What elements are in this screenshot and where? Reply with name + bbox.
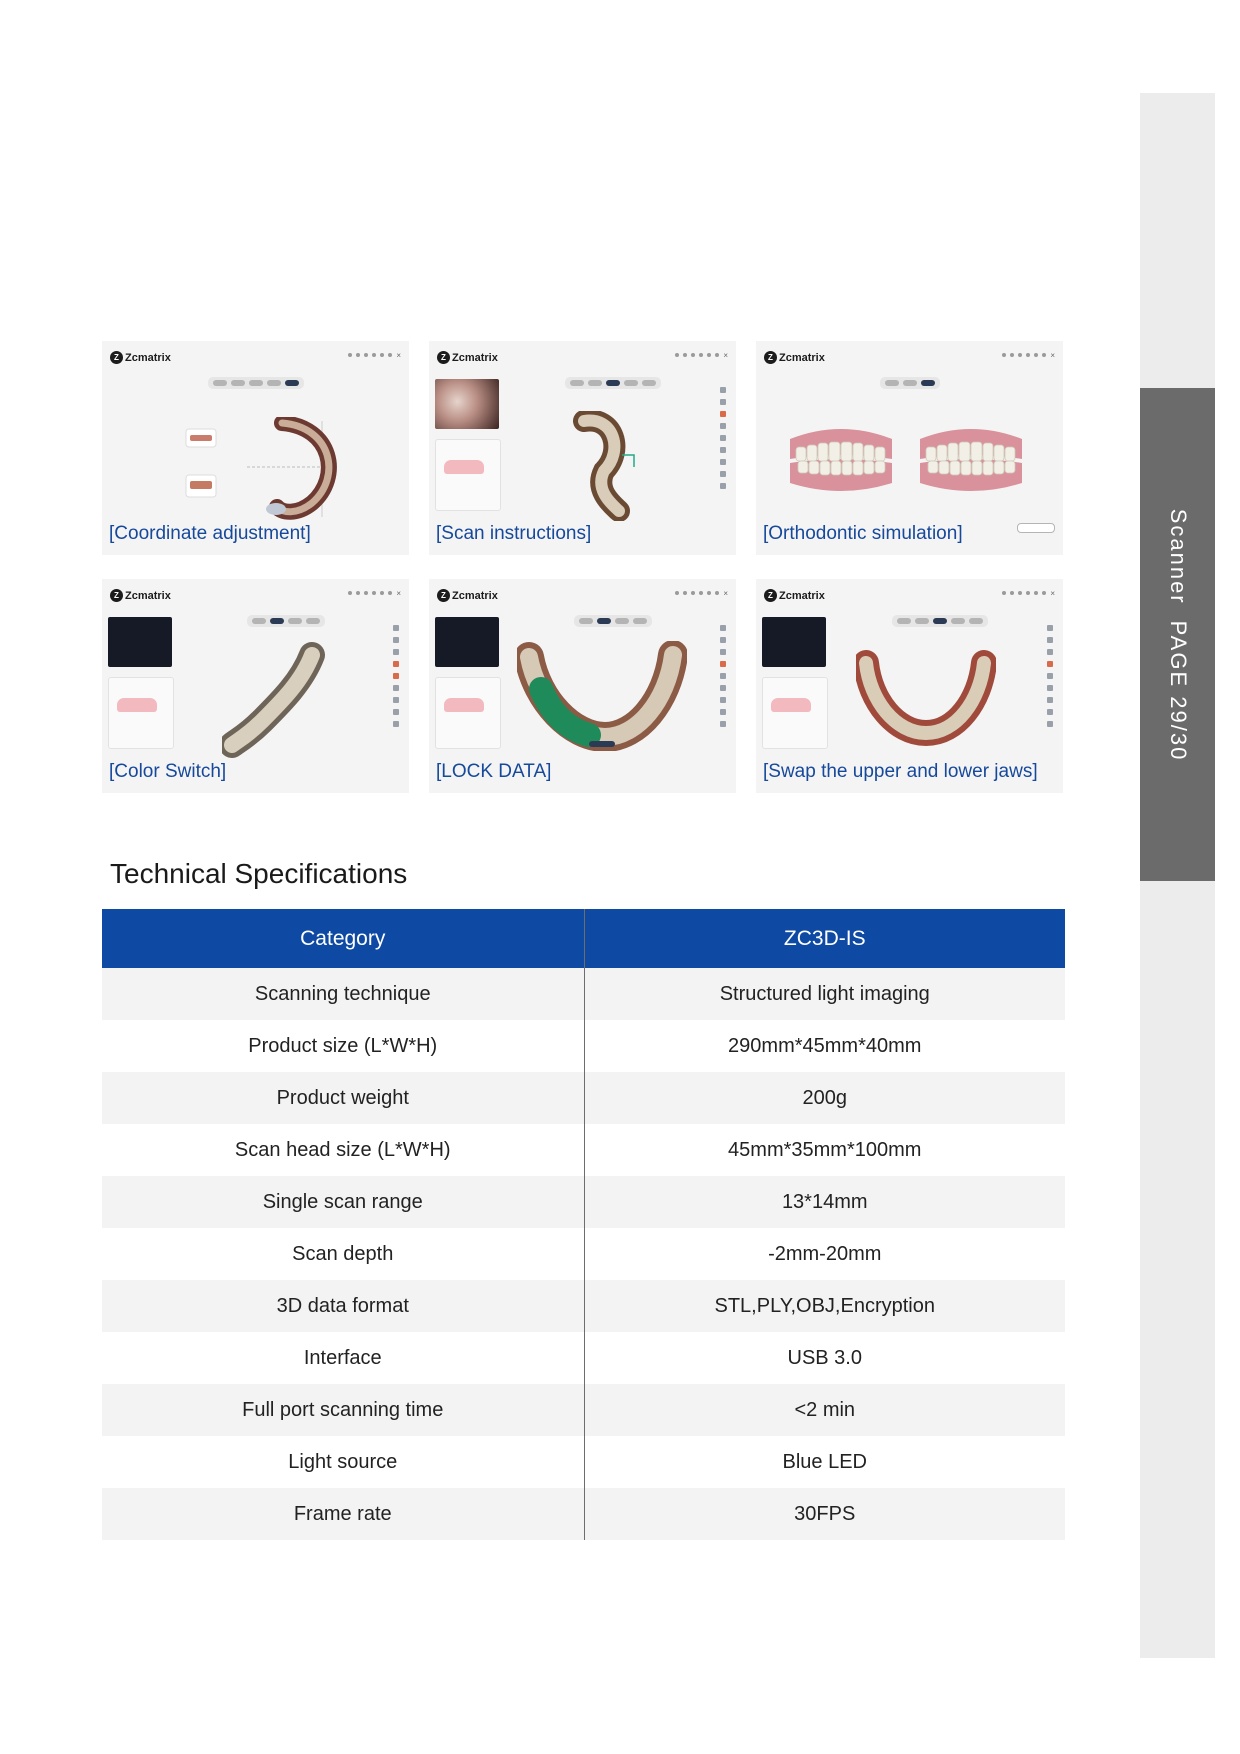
window-controls-icon: × (675, 591, 728, 597)
side-tools-icon (393, 625, 399, 727)
view-toolbar (880, 377, 940, 389)
zcmatrix-logo: Z Zcmatrix (437, 589, 498, 602)
header-category: Category (102, 909, 584, 968)
model-thumbnails-icon (182, 427, 222, 507)
table-row (102, 1176, 1065, 1228)
spec-label: Scan head size (L*W*H) (102, 1124, 584, 1176)
spec-label: Single scan range (102, 1176, 584, 1228)
tooth-scan-icon (564, 411, 644, 521)
mini-control-icon (1017, 523, 1055, 533)
spec-label: Light source (102, 1436, 584, 1488)
zcmatrix-logo: Z Zcmatrix (764, 351, 825, 364)
table-row (102, 1228, 1065, 1280)
caption-scan-instructions: [Scan instructions] (436, 523, 592, 544)
spec-value: Structured light imaging (584, 968, 1065, 1020)
instruction-panel (435, 677, 501, 749)
table-row (102, 1020, 1065, 1072)
screenshot-lock-data (429, 579, 736, 793)
screenshot-coordinate-adjustment (102, 341, 409, 555)
spec-label: Interface (102, 1332, 584, 1384)
view-toolbar (247, 615, 325, 627)
spec-value: -2mm-20mm (584, 1228, 1065, 1280)
screenshot-scan-instructions (429, 341, 736, 555)
lower-arch-icon (856, 649, 996, 749)
zcmatrix-logo: Z Zcmatrix (110, 351, 171, 364)
caption-lock-data: [LOCK DATA] (436, 761, 552, 782)
header-model: ZC3D-IS (584, 909, 1065, 968)
table-row (102, 1280, 1065, 1332)
window-controls-icon: × (348, 591, 401, 597)
window-controls-icon: × (1002, 353, 1055, 359)
side-tools-icon (1047, 625, 1053, 727)
window-controls-icon: × (348, 353, 401, 359)
spec-label: Scanning technique (102, 968, 584, 1020)
teeth-after-icon (916, 425, 1026, 495)
logo-mark-icon: Z (437, 589, 450, 602)
logo-mark-icon: Z (764, 351, 777, 364)
view-toolbar (574, 615, 652, 627)
spec-label: Frame rate (102, 1488, 584, 1540)
table-row (102, 968, 1065, 1020)
table-row (102, 1488, 1065, 1540)
spec-value: <2 min (584, 1384, 1065, 1436)
spec-label: Scan depth (102, 1228, 584, 1280)
teeth-before-icon (786, 425, 896, 495)
scan-preview (762, 617, 826, 667)
spec-value: STL,PLY,OBJ,Encryption (584, 1280, 1065, 1332)
spec-value: 200g (584, 1072, 1065, 1124)
view-toolbar (208, 377, 304, 389)
screenshot-swap-jaws (756, 579, 1063, 793)
instruction-panel (435, 439, 501, 511)
spec-value: Blue LED (584, 1436, 1065, 1488)
table-header-row (102, 909, 1065, 968)
table-row (102, 1332, 1065, 1384)
table-row (102, 1072, 1065, 1124)
spec-label: Product size (L*W*H) (102, 1020, 584, 1072)
spec-value: 30FPS (584, 1488, 1065, 1540)
table-row (102, 1436, 1065, 1488)
section-title: Technical Specifications (110, 858, 408, 889)
window-controls-icon: × (675, 353, 728, 359)
screenshot-orthodontic-simulation (756, 341, 1063, 555)
page-tab (1140, 388, 1215, 881)
table-row (102, 1384, 1065, 1436)
side-tools-icon (720, 387, 726, 489)
spec-value: USB 3.0 (584, 1332, 1065, 1384)
spec-label: 3D data format (102, 1280, 584, 1332)
logo-mark-icon: Z (437, 351, 450, 364)
view-toolbar (565, 377, 661, 389)
spec-value: 45mm*35mm*100mm (584, 1124, 1065, 1176)
spec-table (102, 909, 1065, 1540)
scan-preview (435, 617, 499, 667)
spec-label: Full port scanning time (102, 1384, 584, 1436)
logo-mark-icon: Z (764, 589, 777, 602)
jaw-model-icon (242, 417, 362, 527)
instruction-panel (762, 677, 828, 749)
caption-coordinate-adjustment: [Coordinate adjustment] (109, 523, 311, 544)
intraoral-photo (435, 379, 499, 429)
jaw-model-icon (222, 641, 332, 761)
caption-swap-jaws: [Swap the upper and lower jaws] (763, 761, 1038, 782)
screenshot-color-switch (102, 579, 409, 793)
logo-mark-icon: Z (110, 351, 123, 364)
spec-label: Product weight (102, 1072, 584, 1124)
spec-value: 290mm*45mm*40mm (584, 1020, 1065, 1072)
view-toolbar (892, 615, 988, 627)
locked-arch-icon (517, 641, 687, 751)
scan-preview (108, 617, 172, 667)
logo-mark-icon: Z (110, 589, 123, 602)
table-row (102, 1124, 1065, 1176)
caption-orthodontic-simulation: [Orthodontic simulation] (763, 523, 963, 544)
zcmatrix-logo: Z Zcmatrix (437, 351, 498, 364)
window-controls-icon: × (1002, 591, 1055, 597)
section-label: Scanner (1165, 508, 1191, 605)
spec-value: 13*14mm (584, 1176, 1065, 1228)
zcmatrix-logo: Z Zcmatrix (764, 589, 825, 602)
zcmatrix-logo: Z Zcmatrix (110, 589, 171, 602)
page-number: PAGE 29/30 (1165, 620, 1191, 761)
instruction-panel (108, 677, 174, 749)
side-tools-icon (720, 625, 726, 727)
caption-color-switch: [Color Switch] (109, 761, 227, 782)
